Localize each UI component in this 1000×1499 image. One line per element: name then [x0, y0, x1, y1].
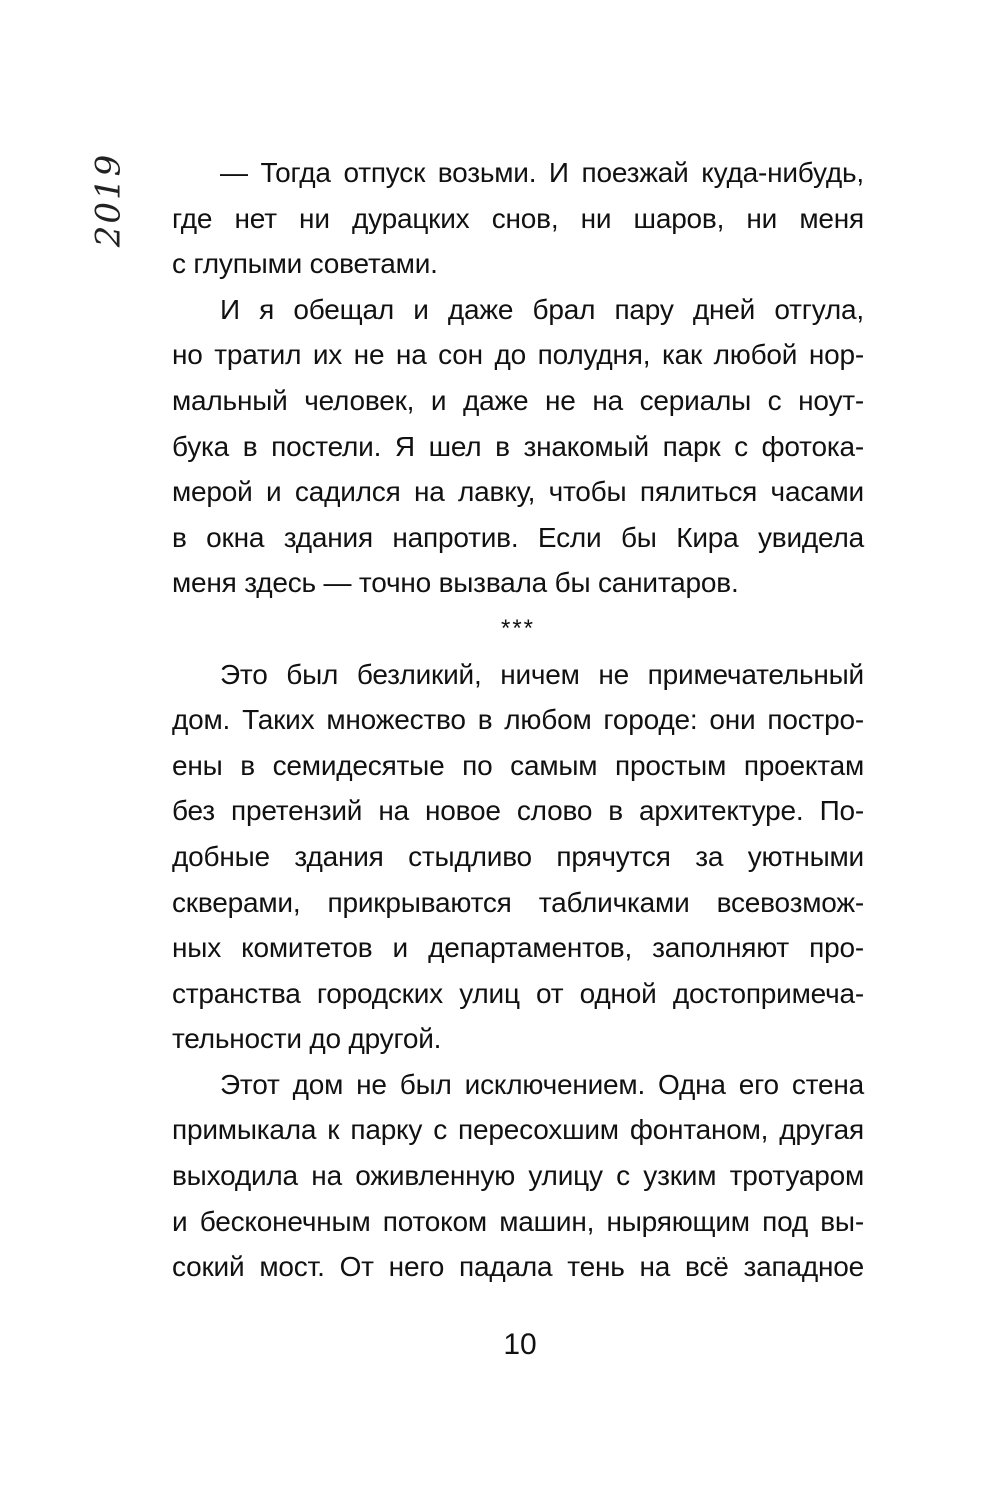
- text-line: Это был безликий, ничем не примечательный: [220, 658, 864, 690]
- text-line: без претензий на новое слово в архитектуре. По-: [172, 795, 864, 827]
- text-line: выходила на оживленную улицу с узким тротуаром: [172, 1160, 864, 1192]
- text-line: добные здания стыдливо прячутся за уютными: [172, 840, 864, 872]
- text-line: но тратил их не на сон до полудня, как любой нор-: [172, 339, 864, 371]
- text-line: примыкала к парку с пересохшим фонтаном, другая: [172, 1114, 864, 1146]
- text-line: странства городских улиц от одной достопримеча-: [172, 977, 864, 1009]
- text-line: — Тогда отпуск возьми. И поезжай куда-нибудь,: [220, 157, 864, 188]
- section-separator: ***: [500, 614, 536, 642]
- year-side-mark: [82, 152, 134, 248]
- text-line: бука в постели. Я шел в знакомый парк с фотока-: [172, 430, 864, 462]
- text-line: ены в семидесятые по самым простым проектам: [172, 749, 864, 781]
- text-line: ных комитетов и департаментов, заполняют про-: [172, 932, 864, 964]
- body-text: [172, 150, 864, 1290]
- text-line: тельности до другой.: [172, 1023, 442, 1055]
- text-line: меня здесь — точно вызвала бы санитаров.: [172, 567, 739, 599]
- year-side-mark-text: 2019: [88, 152, 128, 248]
- text-line: мальный человек, и даже не на сериалы с ноут-: [172, 384, 864, 416]
- text-line: мерой и садился на лавку, чтобы пялиться часами: [172, 476, 864, 508]
- text-line: И я обещал и даже брал пару дней отгула,: [220, 293, 864, 325]
- text-line: и бесконечным потоком машин, ныряющим под вы-: [172, 1205, 864, 1237]
- text-line: в окна здания напротив. Если бы Кира увидела: [172, 521, 864, 553]
- page-number: 10: [503, 1328, 537, 1361]
- text-line: Этот дом не был исключением. Одна его стена: [220, 1068, 864, 1100]
- text-line: с глупыми советами.: [172, 248, 438, 280]
- text-line: сокий мост. От него падала тень на всё западное: [172, 1251, 864, 1283]
- text-line: скверами, прикрываются табличками всевозмож-: [172, 886, 864, 918]
- text-line: где нет ни дурацких снов, ни шаров, ни меня: [172, 202, 864, 234]
- text-line: дом. Таких множество в любом городе: они постро-: [172, 704, 864, 736]
